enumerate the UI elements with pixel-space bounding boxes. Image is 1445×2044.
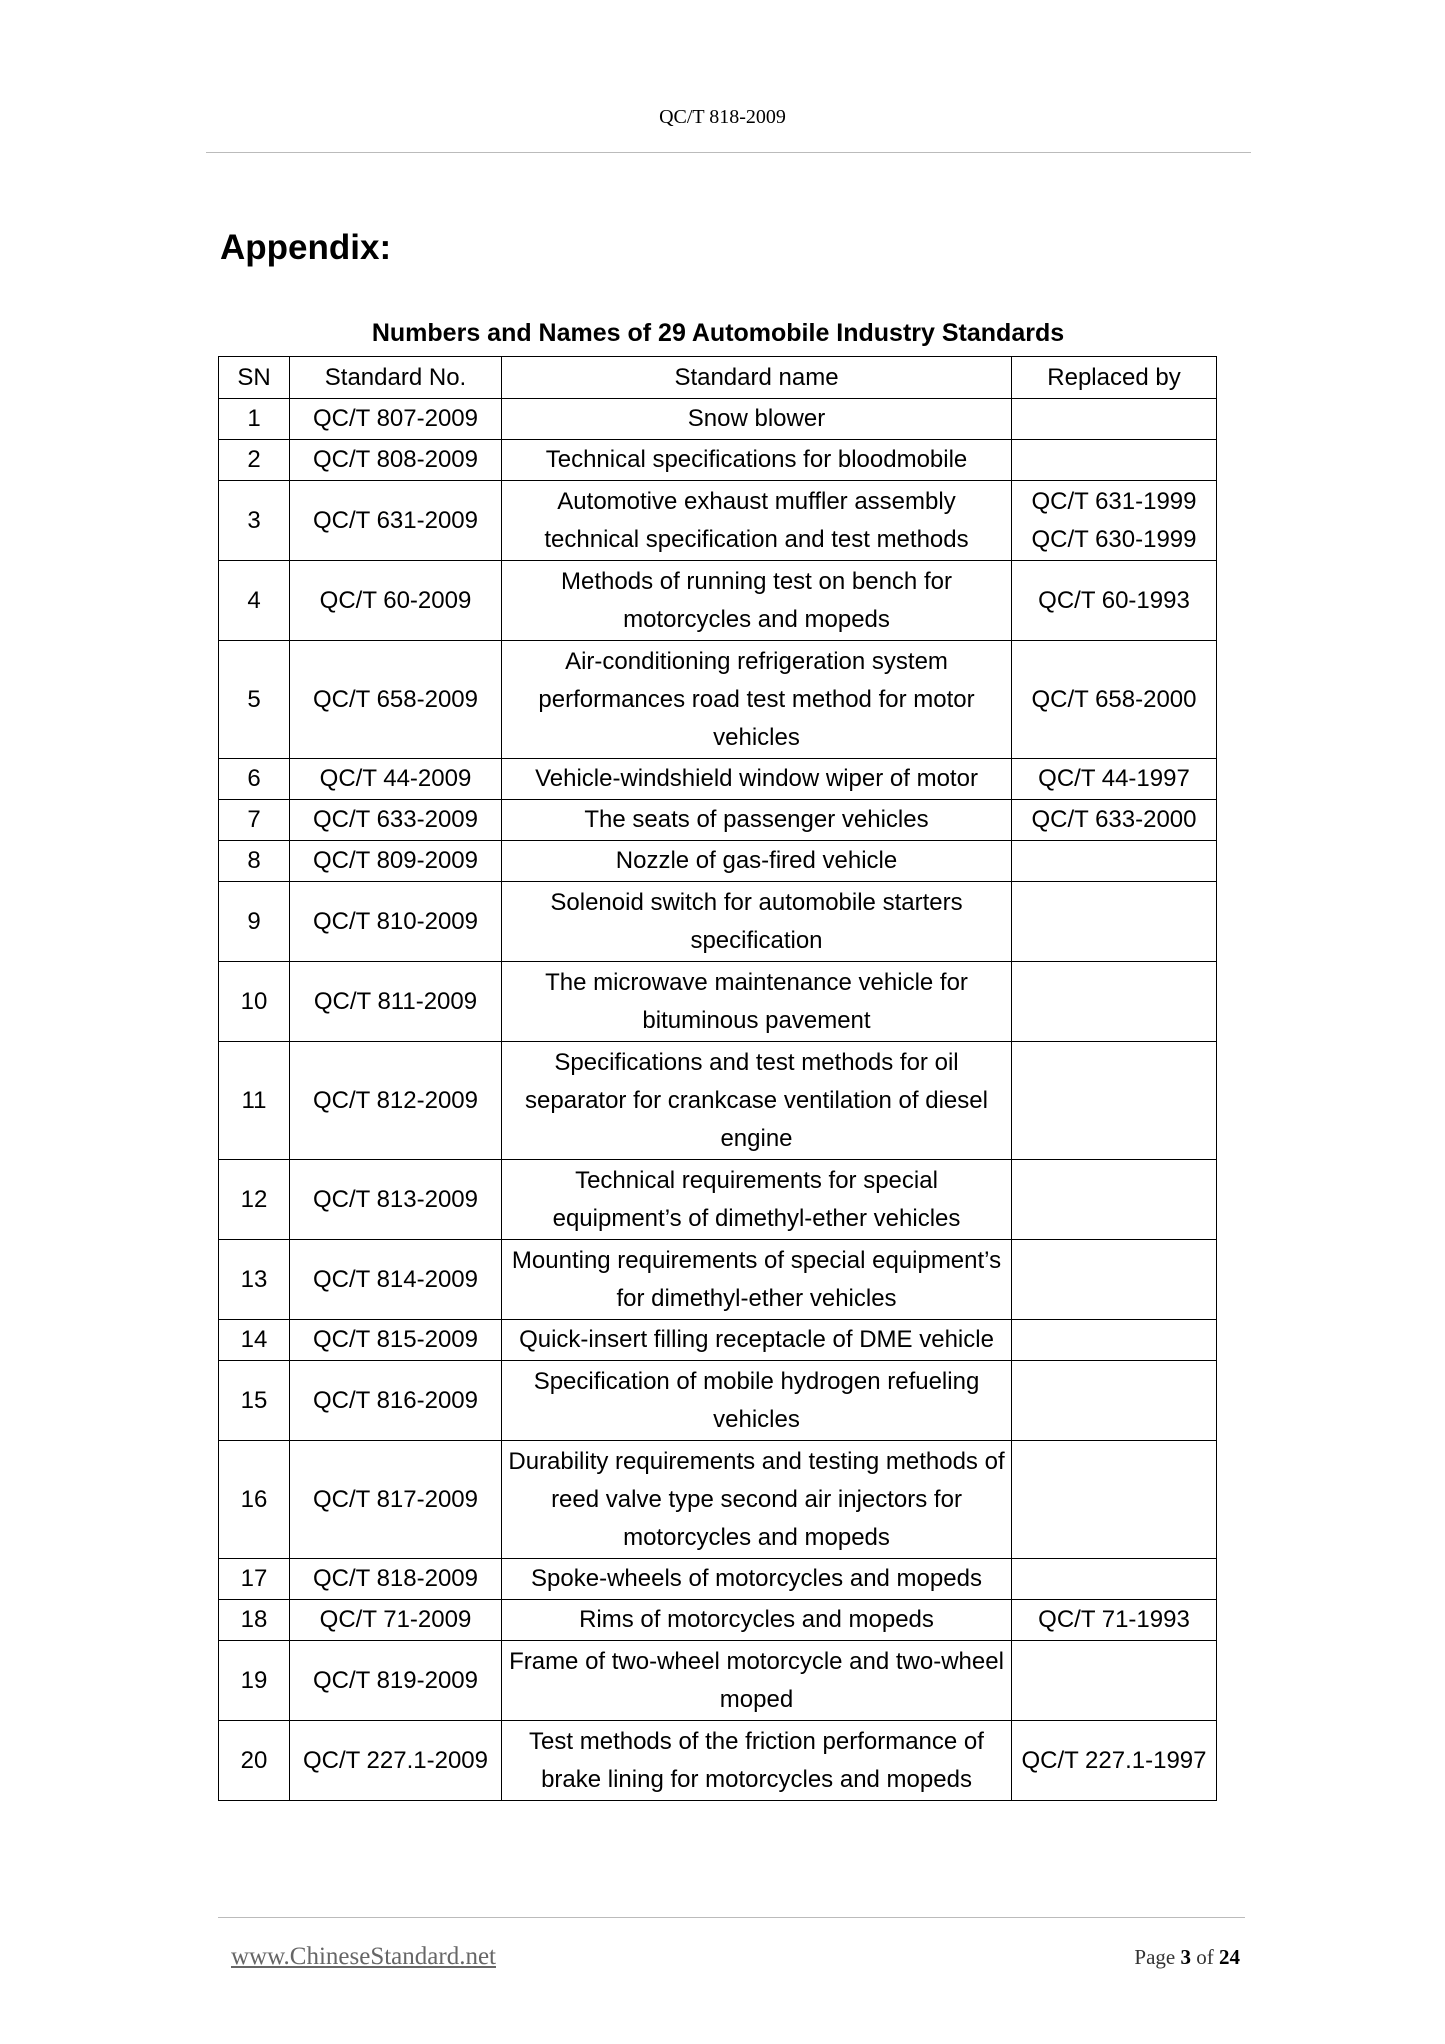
cell-standard-name — [502, 440, 1012, 481]
cell-standard-name — [502, 1240, 1012, 1320]
column-header-standard-no: Standard No. — [290, 357, 502, 399]
cell-sn: 5 — [219, 641, 290, 759]
standard-name-line: Vehicle-windshield window wiper of motor — [535, 765, 978, 792]
standard-name-line: The seats of passenger vehicles — [584, 806, 929, 833]
cell-replaced-by — [1012, 1721, 1217, 1801]
cell-standard-no: QC/T 809-2009 — [290, 841, 502, 882]
standard-name-line: Methods of running test on bench for — [561, 567, 952, 595]
cell-standard-no: QC/T 60-2009 — [290, 561, 502, 641]
cell-replaced-by — [1012, 1160, 1217, 1240]
standard-name-line: Snow blower — [687, 405, 826, 432]
cell-replaced-by — [1012, 1600, 1217, 1641]
cell-standard-name — [502, 641, 1012, 759]
cell-sn: 11 — [219, 1042, 290, 1160]
cell-standard-name — [502, 1361, 1012, 1441]
table-row — [219, 962, 1217, 1042]
standard-name-line: moped — [719, 1685, 794, 1713]
cell-replaced-by — [1012, 1361, 1217, 1441]
table-row — [219, 1361, 1217, 1441]
table-row — [219, 800, 1217, 841]
cell-standard-name — [502, 399, 1012, 440]
table-row — [219, 882, 1217, 962]
table-row — [219, 1441, 1217, 1559]
cell-replaced-by — [1012, 1042, 1217, 1160]
table-row — [219, 440, 1217, 481]
cell-standard-no: QC/T 810-2009 — [290, 882, 502, 962]
cell-sn: 9 — [219, 882, 290, 962]
standard-name-line: equipment’s of dimethyl-ether vehicles — [552, 1204, 961, 1232]
standard-name-line: technical specification and test methods — [544, 525, 969, 553]
cell-standard-no: QC/T 819-2009 — [290, 1641, 502, 1721]
table-row — [219, 841, 1217, 882]
cell-replaced-by — [1012, 641, 1217, 759]
cell-standard-no: QC/T 808-2009 — [290, 440, 502, 481]
table-row — [219, 1641, 1217, 1721]
standard-name-line: motorcycles and mopeds — [623, 1523, 890, 1551]
table-row — [219, 481, 1217, 561]
cell-replaced-by — [1012, 841, 1217, 882]
cell-replaced-by — [1012, 399, 1217, 440]
table-row — [219, 399, 1217, 440]
standard-name-line: Air-conditioning refrigeration system — [565, 647, 948, 675]
cell-standard-no: QC/T 813-2009 — [290, 1160, 502, 1240]
replaced-by-line: QC/T 630-1999 — [1031, 525, 1197, 553]
cell-sn: 15 — [219, 1361, 290, 1441]
cell-standard-name — [502, 1042, 1012, 1160]
table-header-row — [219, 357, 1217, 399]
cell-standard-no: QC/T 633-2009 — [290, 800, 502, 841]
cell-standard-name — [502, 1721, 1012, 1801]
cell-replaced-by — [1012, 962, 1217, 1042]
cell-standard-name — [502, 1641, 1012, 1721]
cell-standard-no: QC/T 817-2009 — [290, 1441, 502, 1559]
standard-name-line: Mounting requirements of special equipment’s — [511, 1246, 1002, 1274]
cell-standard-no: QC/T 631-2009 — [290, 481, 502, 561]
standard-name-line: Spoke-wheels of motorcycles and mopeds — [531, 1565, 982, 1592]
replaced-by-line: QC/T 44-1997 — [1038, 765, 1190, 792]
standard-name-line: motorcycles and mopeds — [623, 605, 890, 633]
footer-page-number — [1134, 1945, 1240, 1970]
standard-name-line: Nozzle of gas-fired vehicle — [615, 847, 898, 874]
cell-standard-no: QC/T 44-2009 — [290, 759, 502, 800]
cell-standard-no: QC/T 814-2009 — [290, 1240, 502, 1320]
cell-standard-no: QC/T 818-2009 — [290, 1559, 502, 1600]
cell-sn: 2 — [219, 440, 290, 481]
cell-sn: 13 — [219, 1240, 290, 1320]
standard-name-line: brake lining for motorcycles and mopeds — [541, 1765, 972, 1793]
page-header-doc-code: QC/T 818-2009 — [659, 106, 786, 128]
cell-replaced-by — [1012, 1641, 1217, 1721]
cell-sn: 7 — [219, 800, 290, 841]
appendix-heading: Appendix: — [220, 228, 392, 267]
column-header-standard-name: Standard name — [502, 357, 1012, 399]
cell-sn: 16 — [219, 1441, 290, 1559]
standard-name-line: separator for crankcase ventilation of diesel — [525, 1086, 988, 1114]
cell-standard-name — [502, 1559, 1012, 1600]
replaced-by-line: QC/T 658-2000 — [1031, 685, 1197, 713]
cell-sn: 17 — [219, 1559, 290, 1600]
cell-replaced-by — [1012, 882, 1217, 962]
cell-standard-no: QC/T 816-2009 — [290, 1361, 502, 1441]
replaced-by-line: QC/T 60-1993 — [1038, 586, 1190, 614]
cell-standard-name — [502, 800, 1012, 841]
cell-standard-name — [502, 1441, 1012, 1559]
standard-name-line: Solenoid switch for automobile starters — [550, 888, 963, 916]
page-total: 24 — [1219, 1945, 1240, 1969]
page-current: 3 — [1180, 1945, 1191, 1969]
cell-sn: 14 — [219, 1320, 290, 1361]
replaced-by-line: QC/T 71-1993 — [1038, 1606, 1190, 1633]
cell-sn: 20 — [219, 1721, 290, 1801]
cell-standard-no: QC/T 71-2009 — [290, 1600, 502, 1641]
cell-standard-no: QC/T 812-2009 — [290, 1042, 502, 1160]
table-row — [219, 641, 1217, 759]
table-row — [219, 1559, 1217, 1600]
standard-name-line: The microwave maintenance vehicle for — [545, 968, 968, 996]
column-header-sn: SN — [219, 357, 290, 399]
standard-name-line: engine — [720, 1124, 793, 1152]
standard-name-line: Technical specifications for bloodmobile — [545, 446, 968, 473]
standard-name-line: Rims of motorcycles and mopeds — [579, 1606, 934, 1633]
cell-standard-no: QC/T 811-2009 — [290, 962, 502, 1042]
cell-sn: 18 — [219, 1600, 290, 1641]
footer-website-link[interactable]: www.ChineseStandard.net — [231, 1943, 496, 1970]
cell-replaced-by — [1012, 800, 1217, 841]
cell-replaced-by — [1012, 440, 1217, 481]
footer-divider — [218, 1917, 1245, 1918]
standard-name-line: vehicles — [713, 1405, 800, 1433]
cell-sn: 10 — [219, 962, 290, 1042]
cell-standard-no: QC/T 815-2009 — [290, 1320, 502, 1361]
table-row — [219, 1600, 1217, 1641]
cell-replaced-by — [1012, 1441, 1217, 1559]
standard-name-line: bituminous pavement — [642, 1006, 871, 1034]
standard-name-line: Test methods of the friction performance of — [529, 1727, 984, 1755]
cell-standard-name — [502, 759, 1012, 800]
standard-name-line: Quick-insert filling receptacle of DME vehicle — [519, 1326, 994, 1353]
cell-standard-no: QC/T 227.1-2009 — [290, 1721, 502, 1801]
cell-standard-name — [502, 481, 1012, 561]
replaced-by-line: QC/T 631-1999 — [1031, 487, 1197, 515]
standard-name-line: Frame of two-wheel motorcycle and two-wheel — [509, 1647, 1004, 1675]
table-row — [219, 1240, 1217, 1320]
cell-replaced-by — [1012, 759, 1217, 800]
cell-replaced-by — [1012, 561, 1217, 641]
cell-sn: 19 — [219, 1641, 290, 1721]
page-label: Page — [1134, 1945, 1176, 1969]
cell-standard-no: QC/T 658-2009 — [290, 641, 502, 759]
table-row — [219, 759, 1217, 800]
cell-replaced-by — [1012, 1320, 1217, 1361]
standard-name-line: Technical requirements for special — [575, 1166, 938, 1194]
standard-name-line: reed valve type second air injectors for — [551, 1485, 962, 1513]
cell-replaced-by — [1012, 481, 1217, 561]
cell-sn: 8 — [219, 841, 290, 882]
cell-sn: 6 — [219, 759, 290, 800]
replaced-by-line: QC/T 227.1-1997 — [1021, 1746, 1207, 1774]
page-of-label: of — [1196, 1945, 1214, 1969]
cell-standard-no: QC/T 807-2009 — [290, 399, 502, 440]
standard-name-line: Automotive exhaust muffler assembly — [557, 487, 956, 515]
header-divider — [206, 152, 1251, 153]
cell-sn: 12 — [219, 1160, 290, 1240]
cell-replaced-by — [1012, 1240, 1217, 1320]
cell-sn: 1 — [219, 399, 290, 440]
cell-sn: 4 — [219, 561, 290, 641]
table-row — [219, 1721, 1217, 1801]
cell-standard-name — [502, 561, 1012, 641]
cell-replaced-by — [1012, 1559, 1217, 1600]
table-row — [219, 1160, 1217, 1240]
cell-sn: 3 — [219, 481, 290, 561]
cell-standard-name — [502, 1160, 1012, 1240]
standard-name-line: Durability requirements and testing methods of — [508, 1447, 1005, 1475]
standard-name-line: Specifications and test methods for oil — [554, 1048, 959, 1076]
table-row — [219, 561, 1217, 641]
table-caption: Numbers and Names of 29 Automobile Industry Standards — [371, 319, 1065, 347]
table-row — [219, 1042, 1217, 1160]
cell-standard-name — [502, 1320, 1012, 1361]
table-row — [219, 1320, 1217, 1361]
standard-name-line: vehicles — [713, 723, 800, 751]
cell-standard-name — [502, 1600, 1012, 1641]
standard-name-line: Specification of mobile hydrogen refueling — [533, 1367, 980, 1395]
column-header-replaced-by: Replaced by — [1012, 357, 1217, 399]
cell-standard-name — [502, 962, 1012, 1042]
cell-standard-name — [502, 841, 1012, 882]
replaced-by-line: QC/T 633-2000 — [1031, 806, 1197, 833]
standard-name-line: performances road test method for motor — [538, 685, 975, 713]
standards-table — [218, 356, 1217, 1801]
standard-name-line: specification — [690, 926, 823, 954]
cell-standard-name — [502, 882, 1012, 962]
table-body — [219, 399, 1217, 1801]
standard-name-line: for dimethyl-ether vehicles — [616, 1284, 897, 1312]
